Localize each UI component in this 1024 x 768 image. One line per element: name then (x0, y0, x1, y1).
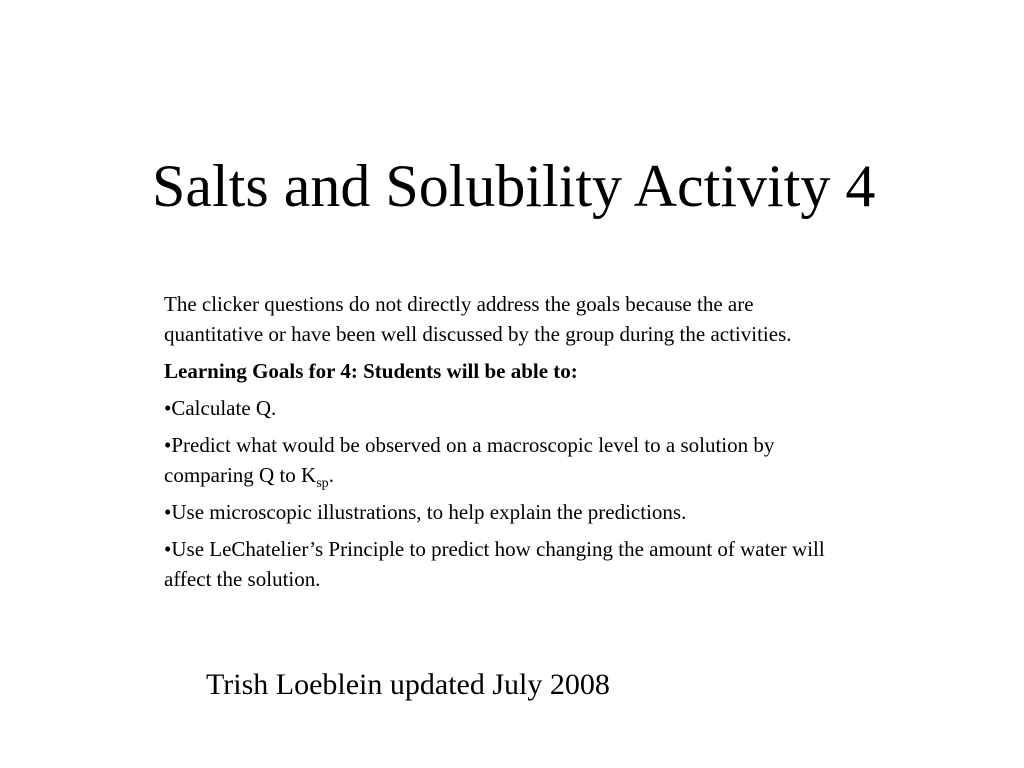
slide-title: Salts and Solubility Activity 4 (152, 153, 876, 219)
goal-item-predict (164, 430, 864, 490)
goal-item-lechatelier: •Use LeChatelier’s Principle to predict how changing the amount of water will affect the solution. (164, 537, 825, 591)
goal-item-calculate-q: •Calculate Q. (164, 396, 277, 420)
author-footer: Trish Loeblein updated July 2008 (206, 668, 610, 701)
goal-item-predict-end: . (328, 463, 334, 487)
intro-paragraph: The clicker questions do not directly address the goals because the are quantitative or have been well discussed by the group during the activities. (164, 292, 792, 346)
slide-body (164, 289, 864, 601)
ksp-subscript: sp (316, 476, 329, 491)
learning-goals-heading: Learning Goals for 4: Students will be able to: (164, 359, 578, 383)
goal-item-microscopic: •Use microscopic illustrations, to help explain the predictions. (164, 500, 687, 524)
goal-item-predict-text: •Predict what would be observed on a macroscopic level to a solution by comparing Q to K (164, 433, 775, 487)
